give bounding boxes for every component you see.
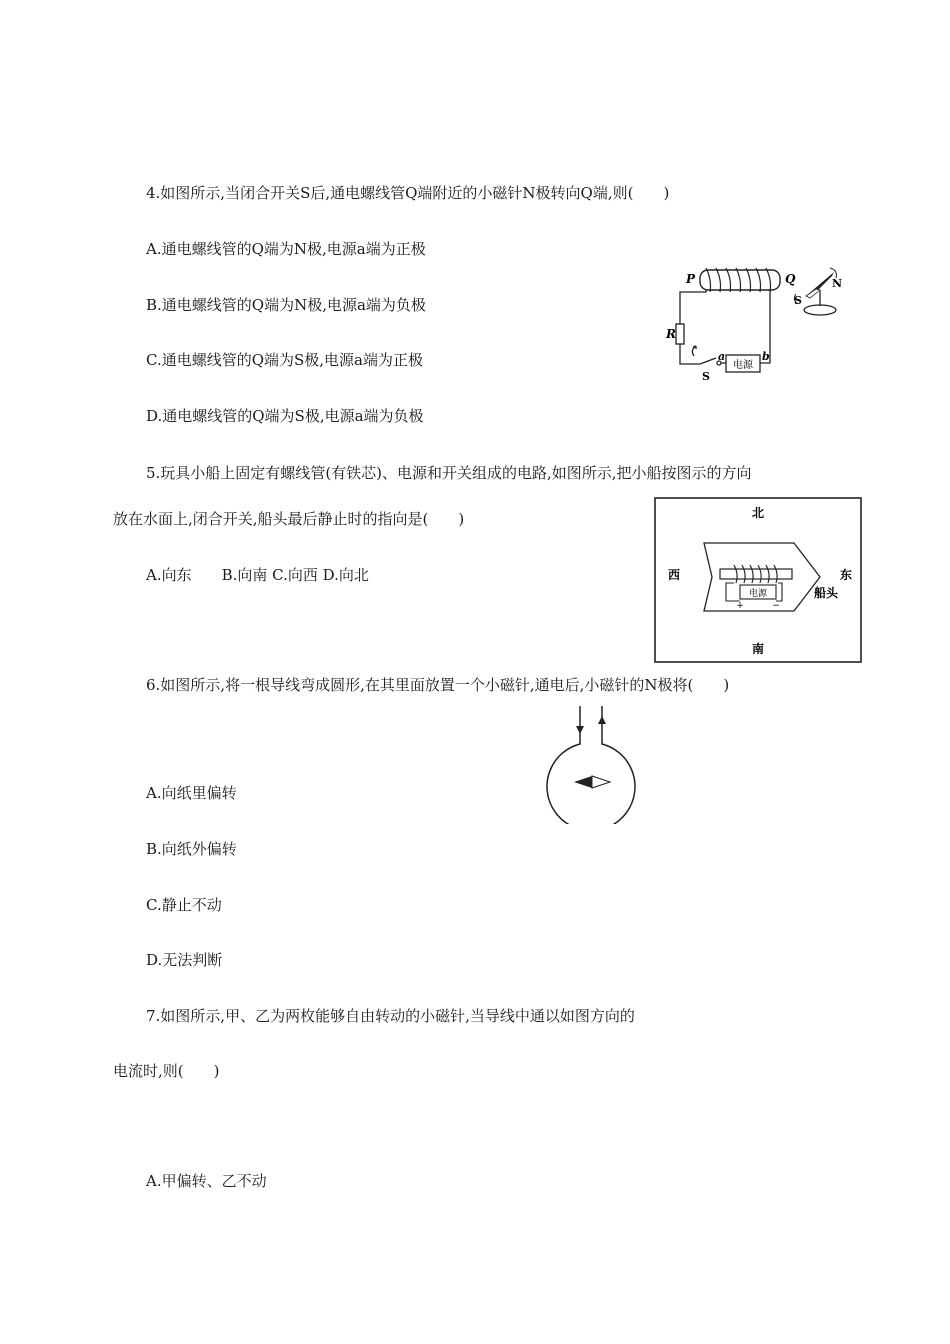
- q6-option-a: A.向纸里偏转: [146, 784, 237, 802]
- boat-source-label: 电源: [748, 589, 768, 599]
- label-north: 北: [751, 506, 765, 520]
- q4-option-c: C.通电螺线管的Q端为S极,电源a端为正极: [146, 351, 423, 369]
- wire-loop: [547, 706, 635, 824]
- q4-option-a: A.通电螺线管的Q端为N极,电源a端为正极: [146, 240, 426, 258]
- q5-boat-figure: [654, 497, 862, 663]
- label-r: R: [666, 327, 676, 341]
- q6-option-d: D.无法判断: [146, 951, 223, 969]
- q4-circuit-figure: [660, 260, 860, 385]
- boat-iron-core: [720, 569, 792, 579]
- boat-plus: +: [736, 601, 744, 611]
- label-south: 南: [751, 642, 765, 656]
- q6-option-c: C.静止不动: [146, 896, 222, 914]
- q7-option-a: A.甲偏转、乙不动: [146, 1172, 267, 1190]
- q4-option-b: B.通电螺线管的Q端为N极,电源a端为负极: [146, 296, 426, 314]
- q4-stem: 4.如图所示,当闭合开关S后,通电螺线管Q端附近的小磁针N极转向Q端,则( ): [146, 184, 670, 202]
- label-s-switch: S: [702, 370, 710, 383]
- solenoid-coil: [706, 268, 771, 292]
- q6-option-b: B.向纸外偏转: [146, 840, 237, 858]
- label-b: b: [762, 350, 770, 363]
- source-label: 电源: [733, 360, 753, 371]
- label-west: 西: [668, 568, 681, 582]
- q6-stem: 6.如图所示,将一根导线弯成圆形,在其里面放置一个小磁针,通电后,小磁针的N极将( ): [146, 676, 730, 694]
- boat-minus: −: [772, 601, 780, 611]
- compass-needle-in-loop: [574, 776, 610, 788]
- label-p: P: [686, 272, 696, 286]
- q7-stem-line2: 电流时,则( ): [113, 1062, 220, 1080]
- switch: [692, 346, 721, 365]
- q4-option-d: D.通电螺线管的Q端为S极,电源a端为负极: [146, 407, 424, 425]
- label-east: 东: [840, 568, 853, 582]
- q5-stem-line1: 5.玩具小船上固定有螺线管(有铁芯)、电源和开关组成的电路,如图所示,把小船按图示的方向: [146, 464, 752, 482]
- label-q: Q: [785, 272, 796, 286]
- label-needle-n: N: [832, 277, 843, 290]
- resistor: [676, 324, 684, 344]
- q7-stem-line1: 7.如图所示,甲、乙为两枚能够自由转动的小磁针,当导线中通以如图方向的: [146, 1007, 635, 1025]
- compass-needle: [794, 268, 836, 315]
- label-a: a: [718, 350, 726, 363]
- q5-stem-line2: 放在水面上,闭合开关,船头最后静止时的指向是( ): [113, 510, 465, 528]
- label-needle-s: S: [794, 294, 802, 307]
- q6-loop-figure: [546, 702, 640, 824]
- q5-options: A.向东 B.向南 C.向西 D.向北: [146, 566, 369, 584]
- label-bow: 船头: [814, 586, 839, 600]
